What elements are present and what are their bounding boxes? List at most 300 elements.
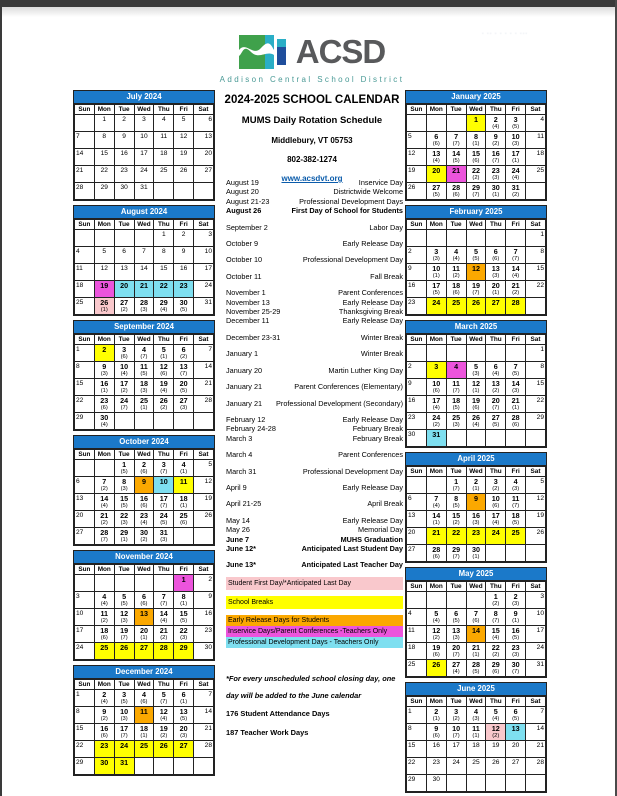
rotation-number: (5) [512, 123, 520, 130]
day-number: 29 [179, 643, 188, 652]
day-number: 6 [434, 132, 439, 141]
day-number: 22 [408, 759, 416, 766]
event-group [226, 382, 403, 391]
rotation-number: (5) [512, 634, 520, 641]
day-cell [407, 545, 427, 562]
event-date: August 21-23 [226, 196, 270, 206]
day-number: 10 [120, 362, 129, 371]
day-cell [194, 362, 214, 379]
event-label: April Break [367, 499, 403, 509]
rotation-number: (7) [512, 668, 520, 675]
rotation-number: (2) [492, 485, 500, 492]
day-cell [407, 115, 427, 132]
rotation-number: (6) [492, 255, 500, 262]
day-number: 31 [159, 528, 168, 537]
day-number: 21 [471, 643, 480, 652]
day-number: 9 [122, 133, 126, 140]
day-number: 10 [452, 724, 461, 733]
day-cell [526, 528, 546, 545]
day-number: 1 [540, 346, 544, 353]
day-cell [114, 575, 134, 592]
day-cell [486, 115, 506, 132]
day-cell [154, 609, 174, 626]
rotation-number: (2) [452, 715, 460, 722]
day-number: 27 [120, 298, 129, 307]
event-row [226, 316, 403, 325]
day-number: 25 [139, 741, 148, 750]
day-cell [466, 707, 486, 724]
day-cell [426, 264, 446, 281]
legend-row-o: Early Release Days for Students [226, 615, 403, 626]
day-cell [407, 511, 427, 528]
rotation-number: (3) [180, 732, 188, 739]
day-cell [506, 545, 526, 562]
day-cell [134, 626, 154, 643]
week-row [75, 183, 214, 200]
day-cell [75, 132, 95, 149]
day-cell [114, 741, 134, 758]
day-number: 27 [179, 741, 188, 750]
rotation-number: (1) [432, 519, 440, 526]
day-number: 5 [408, 133, 412, 140]
day-cell [154, 413, 174, 430]
day-number: 21 [100, 511, 109, 520]
rotation-number: (4) [160, 306, 168, 313]
day-number: 12 [179, 133, 188, 140]
day-number: 20 [139, 626, 148, 635]
rotation-number: (4) [492, 634, 500, 641]
day-number: 6 [141, 592, 146, 601]
weekday-header: Mon [94, 680, 114, 690]
day-cell [134, 690, 154, 707]
print-artifact-text: · ·· · · · · · ··· [482, 31, 529, 37]
day-number: 4 [141, 345, 146, 354]
weekday-header: Sun [75, 680, 95, 690]
day-cell [174, 362, 194, 379]
day-number: 15 [536, 265, 544, 272]
day-cell [407, 247, 427, 264]
day-cell [194, 758, 214, 775]
day-number: 16 [408, 282, 416, 289]
day-number: 5 [540, 478, 544, 485]
rotation-number: (3) [512, 140, 520, 147]
week-row [407, 545, 546, 562]
week-row [75, 345, 214, 362]
day-number: 13 [120, 265, 128, 272]
rotation-number: (7) [100, 536, 108, 543]
week-row [75, 707, 214, 724]
rotation-number: (3) [472, 715, 480, 722]
legend-row-m: Inservice Days/Parent Conferences -Teachers Only [226, 626, 403, 637]
day-cell [486, 264, 506, 281]
weekday-header-row [75, 335, 214, 345]
page-title: 2024-2025 SCHOOL CALENDAR [224, 94, 400, 106]
day-cell [154, 626, 174, 643]
day-cell [486, 345, 506, 362]
event-group [226, 223, 403, 232]
day-cell [194, 707, 214, 724]
day-number: 31 [432, 430, 441, 439]
day-cell [407, 707, 427, 724]
weekday-header: Sun [407, 697, 427, 707]
rotation-number: (2) [120, 387, 128, 394]
day-number: 6 [513, 707, 518, 716]
day-number: 21 [452, 166, 461, 175]
day-cell [426, 545, 446, 562]
day-cell [194, 149, 214, 166]
day-cell [75, 230, 95, 247]
day-number: 24 [491, 528, 500, 537]
rotation-number: (7) [452, 732, 460, 739]
rotation-number: (3) [512, 600, 520, 607]
day-number: 26 [471, 298, 480, 307]
day-number: 28 [452, 183, 461, 192]
rotation-number: (7) [120, 634, 128, 641]
day-number: 6 [208, 116, 212, 123]
weekday-header: Thu [154, 565, 174, 575]
weekday-header: Sun [407, 220, 427, 230]
week-row [75, 396, 214, 413]
week-row [407, 132, 546, 149]
day-number: 25 [452, 298, 461, 307]
day-cell [194, 115, 214, 132]
day-cell [75, 758, 95, 775]
day-number: 13 [139, 609, 148, 618]
rotation-number: (7) [512, 255, 520, 262]
rotation-number: (1) [180, 468, 188, 475]
day-number: 8 [122, 477, 127, 486]
week-row [407, 345, 546, 362]
event-date: January 20 [226, 365, 263, 375]
day-cell [407, 345, 427, 362]
rotation-number: (6) [472, 617, 480, 624]
day-cell [486, 132, 506, 149]
day-cell [526, 477, 546, 494]
day-number: 17 [76, 627, 84, 634]
weekday-header: Sat [526, 105, 546, 115]
day-number: 3 [540, 593, 544, 600]
day-cell [114, 626, 134, 643]
day-cell [446, 115, 466, 132]
day-number: 21 [76, 167, 84, 174]
day-cell [75, 528, 95, 545]
day-cell [154, 247, 174, 264]
day-cell [174, 149, 194, 166]
weekday-header: Sun [75, 450, 95, 460]
closing-day-note-line2: day will be added to the June calendar [226, 690, 362, 700]
event-label: Professional Development Day [302, 466, 403, 476]
day-cell [114, 643, 134, 660]
rotation-number: (3) [472, 519, 480, 526]
day-cell [154, 230, 174, 247]
day-cell [174, 741, 194, 758]
day-number: 19 [120, 626, 129, 635]
event-group [226, 366, 403, 375]
day-cell [506, 511, 526, 528]
day-cell [75, 166, 95, 183]
week-row [75, 460, 214, 477]
day-number: 27 [511, 759, 520, 766]
day-number: 7 [513, 362, 518, 371]
weekday-header: Sun [75, 105, 95, 115]
day-cell [407, 528, 427, 545]
day-number: 4 [141, 690, 146, 699]
day-number: 13 [452, 626, 461, 635]
rotation-number: (2) [100, 715, 108, 722]
day-number: 13 [76, 495, 84, 502]
rotation-number: (6) [492, 502, 500, 509]
day-cell [194, 690, 214, 707]
day-cell [506, 430, 526, 447]
day-number: 27 [76, 529, 84, 536]
weekday-header: Tue [114, 105, 134, 115]
footnotes [226, 670, 403, 742]
day-number: 17 [204, 265, 212, 272]
weekday-header-row [407, 335, 546, 345]
month-title: July 2024 [74, 91, 214, 104]
day-cell [486, 545, 506, 562]
weekday-header: Fri [174, 220, 194, 230]
week-row [407, 511, 546, 528]
week-row [407, 247, 546, 264]
day-cell [94, 460, 114, 477]
month-grid [406, 466, 546, 562]
day-cell [486, 724, 506, 741]
event-row [226, 467, 403, 476]
day-number: 19 [159, 724, 168, 733]
rotation-number: (4) [160, 617, 168, 624]
day-number: 29 [408, 776, 416, 783]
event-group [226, 178, 403, 216]
day-number: 19 [159, 379, 168, 388]
day-number: 13 [179, 362, 188, 371]
week-row [75, 115, 214, 132]
event-label: February Break [352, 424, 403, 434]
rotation-number: (7) [160, 502, 168, 509]
weekday-header: Thu [486, 582, 506, 592]
day-number: 2 [473, 477, 478, 486]
event-date: January 21 [226, 382, 263, 392]
day-cell [506, 477, 526, 494]
event-label: Professional Development (Secondary) [276, 398, 403, 408]
day-number: 2 [208, 576, 212, 583]
day-number: 2 [141, 460, 146, 469]
day-number: 26 [100, 298, 109, 307]
day-cell [174, 460, 194, 477]
day-cell [75, 494, 95, 511]
weekday-header: Mon [426, 220, 446, 230]
day-number: 19 [100, 281, 109, 290]
day-cell [407, 724, 427, 741]
weekday-header: Tue [446, 105, 466, 115]
day-cell [94, 511, 114, 528]
event-row [226, 349, 403, 358]
rotation-number: (5) [472, 255, 480, 262]
day-number: 25 [536, 167, 544, 174]
day-number: 9 [493, 132, 498, 141]
day-cell [486, 396, 506, 413]
day-number: 28 [471, 660, 480, 669]
rotation-number: (4) [452, 668, 460, 675]
day-cell [486, 281, 506, 298]
day-cell [526, 724, 546, 741]
day-cell [94, 724, 114, 741]
event-date: February 24-28 [226, 424, 276, 434]
month-title: January 2025 [406, 91, 546, 104]
day-number: 24 [120, 396, 129, 405]
day-cell [486, 528, 506, 545]
day-cell [486, 609, 506, 626]
day-cell [446, 396, 466, 413]
day-cell [174, 592, 194, 609]
day-number: 21 [511, 281, 520, 290]
day-cell [506, 660, 526, 677]
event-group [226, 499, 403, 508]
rotation-number: (2) [160, 404, 168, 411]
day-number: 21 [139, 281, 148, 290]
day-number: 26 [120, 643, 129, 652]
day-number: 2 [408, 363, 412, 370]
day-cell [134, 166, 154, 183]
day-cell [114, 511, 134, 528]
day-cell [75, 281, 95, 298]
month-grid [406, 334, 546, 447]
weekday-header: Wed [134, 105, 154, 115]
day-number: 8 [493, 609, 498, 618]
weekday-header: Wed [466, 105, 486, 115]
event-date: June 13* [226, 560, 257, 570]
day-number: 6 [122, 248, 126, 255]
rotation-number: (6) [140, 600, 148, 607]
rotation-number: (2) [452, 272, 460, 279]
day-cell [134, 413, 154, 430]
weekday-header: Fri [506, 467, 526, 477]
rotation-number: (4) [432, 502, 440, 509]
day-cell [526, 511, 546, 528]
event-row [226, 483, 403, 492]
day-number: 15 [76, 725, 84, 732]
weekday-header: Fri [506, 220, 526, 230]
day-cell [407, 379, 427, 396]
day-number: 14 [471, 626, 480, 635]
day-cell [94, 741, 114, 758]
event-label: MUHS Graduation [340, 534, 403, 544]
day-number: 14 [76, 150, 84, 157]
day-cell [526, 115, 546, 132]
weekday-header: Fri [174, 335, 194, 345]
rotation-number: (5) [472, 668, 480, 675]
day-cell [426, 626, 446, 643]
day-cell [426, 396, 446, 413]
day-cell [154, 149, 174, 166]
day-cell [94, 494, 114, 511]
day-cell [154, 528, 174, 545]
week-row [407, 528, 546, 545]
student-attendance-days: 176 Student Attendance Days [226, 708, 330, 718]
day-cell [506, 247, 526, 264]
day-cell [446, 643, 466, 660]
day-number: 4 [161, 116, 166, 123]
day-cell [466, 396, 486, 413]
rotation-number: (4) [100, 698, 108, 705]
day-number: 25 [139, 396, 148, 405]
day-number: 30 [139, 528, 148, 537]
day-cell [407, 230, 427, 247]
rotation-number: (6) [432, 140, 440, 147]
day-cell [134, 609, 154, 626]
day-cell [526, 345, 546, 362]
weekday-header: Mon [94, 105, 114, 115]
day-number: 23 [432, 759, 440, 766]
day-cell [134, 575, 154, 592]
day-number: 26 [408, 184, 416, 191]
day-number: 3 [122, 345, 127, 354]
rotation-number: (1) [140, 404, 148, 411]
event-group [226, 399, 403, 408]
day-cell [426, 528, 446, 545]
day-cell [154, 758, 174, 775]
day-number: 11 [408, 627, 415, 634]
day-number: 19 [492, 742, 500, 749]
event-row [226, 178, 403, 187]
day-number: 30 [491, 183, 500, 192]
day-cell [466, 660, 486, 677]
day-cell [466, 741, 486, 758]
day-cell [426, 230, 446, 247]
day-cell [526, 545, 546, 562]
day-cell [466, 264, 486, 281]
month-title: December 2024 [74, 666, 214, 679]
weekday-header-row [75, 450, 214, 460]
week-row [407, 149, 546, 166]
rotation-number: (6) [452, 289, 460, 296]
day-cell [466, 115, 486, 132]
day-number: 10 [432, 379, 441, 388]
day-number: 8 [454, 494, 459, 503]
day-cell [94, 115, 114, 132]
weekday-header: Tue [446, 582, 466, 592]
event-label: Early Release Day [342, 239, 403, 249]
event-label: Anticipated Last Student Day [301, 543, 403, 553]
weekday-header: Fri [174, 105, 194, 115]
weekday-header-row [75, 220, 214, 230]
day-number: 6 [408, 495, 412, 502]
day-cell [174, 281, 194, 298]
day-number: 23 [511, 643, 520, 652]
day-number: 13 [204, 133, 212, 140]
event-row [226, 272, 403, 281]
day-cell [94, 396, 114, 413]
day-number: 24 [76, 644, 84, 651]
day-cell [526, 707, 546, 724]
day-number: 23 [204, 627, 212, 634]
week-row [75, 230, 214, 247]
day-cell [486, 660, 506, 677]
website-link[interactable]: www.acsdvt.org [281, 174, 343, 183]
day-cell [194, 741, 214, 758]
day-cell [75, 707, 95, 724]
day-number: 20 [179, 724, 188, 733]
day-cell [466, 775, 486, 792]
event-date: September 2 [226, 222, 268, 232]
rotation-number: (1) [432, 715, 440, 722]
event-row [226, 382, 403, 391]
rotation-number: (5) [512, 519, 520, 526]
day-number: 19 [471, 281, 480, 290]
weekday-header: Fri [174, 565, 194, 575]
day-cell [114, 166, 134, 183]
day-cell [486, 183, 506, 200]
